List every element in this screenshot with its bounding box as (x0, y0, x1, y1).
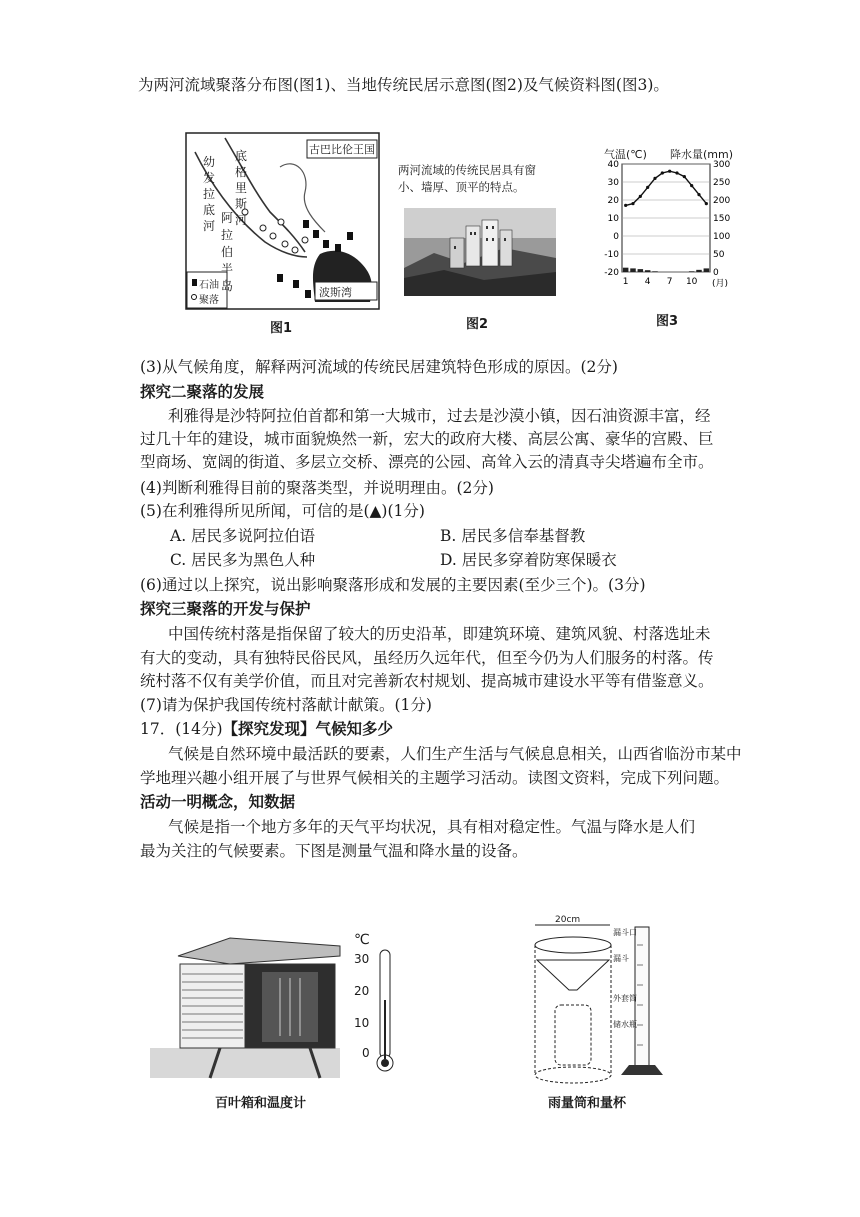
figure-2-caption: 图2 (466, 317, 489, 332)
figure-2-note-line1: 两河流域的传统民居具有窗 (398, 163, 536, 177)
precip-tick-label: 250 (713, 178, 731, 188)
temp-point (653, 177, 656, 180)
para2-line1: 利雅得是沙特阿拉伯首都和第一大城市，过去是沙漠小镇，因石油资源丰富，经 (168, 407, 711, 425)
thermo-tick-10: 10 (354, 1016, 370, 1030)
question-7: (7)请为保护我国传统村落献计献策。(1分) (140, 696, 432, 714)
thermo-tick-0: 0 (362, 1046, 370, 1060)
month-tick-label: 4 (644, 277, 651, 287)
precip-tick-label: 300 (713, 160, 731, 170)
gauge-label-funnel-mouth: 漏斗口 (613, 928, 637, 937)
precip-bar (696, 270, 702, 272)
thermo-tick-20: 20 (354, 984, 370, 998)
precip-bar (652, 271, 658, 272)
temp-tick-label: 0 (613, 232, 619, 242)
gauge-label-outer-cylinder: 外套筒 (613, 994, 637, 1003)
temp-point (624, 204, 627, 207)
precip-bar (630, 268, 636, 272)
shelter-caption: 百叶箱和温度计 (215, 1096, 307, 1111)
peninsula-label: 阿拉伯半岛 (221, 211, 234, 293)
legend-settlement: 聚落 (199, 295, 219, 306)
precip-bar (689, 271, 695, 272)
thermo-tick-30: 30 (354, 952, 370, 966)
question-3: (3)从气候角度，解释两河流域的传统民居建筑特色形成的原因。(2分) (140, 358, 618, 376)
option-b: B. 居民多信奉基督教 (440, 527, 586, 545)
question-6: (6)通过以上探究，说出影响聚落形成和发展的主要因素(至少三个)。(3分) (140, 576, 646, 594)
precip-bar (645, 270, 651, 272)
thermometer-unit: ℃ (354, 932, 370, 948)
temp-tick-label: -20 (604, 268, 619, 278)
temp-point (705, 202, 708, 205)
figure-1-caption: 图1 (270, 321, 293, 336)
climate-plot (592, 158, 742, 293)
temp-tick-label: 10 (607, 214, 619, 224)
section-2-title: 探究二聚落的发展 (140, 383, 265, 401)
gauge-label-water-bottle: 储水瓶 (613, 1020, 637, 1029)
month-tick-label: 1 (622, 277, 629, 287)
temp-point (631, 202, 634, 205)
rain-gauge-figure (525, 915, 675, 1090)
temp-point (697, 193, 700, 196)
month-unit-label: (月) (712, 279, 729, 289)
figure-3-caption: 图3 (656, 314, 679, 329)
temp-point (668, 170, 671, 173)
activity-1-title: 活动一明概念，知数据 (140, 793, 296, 811)
temp-axis-label: 气温(℃) (604, 148, 647, 161)
month-tick-label: 7 (666, 277, 673, 287)
question-17-heading (140, 718, 393, 740)
precip-bar (704, 268, 710, 272)
question-4: (4)判断利雅得目前的聚落类型，并说明理由。(2分) (140, 479, 494, 497)
para17-line2: 学地理兴趣小组开展了与世界气候相关的主题学习活动。读图文资料，完成下列问题。 (140, 769, 730, 787)
option-d: D. 居民多穿着防寒保暖衣 (440, 551, 617, 569)
temp-point (646, 186, 649, 189)
question-17-number: 17．(14分) (140, 720, 223, 738)
temp-point (639, 195, 642, 198)
precip-tick-label: 100 (713, 232, 731, 242)
precip-tick-label: 150 (713, 214, 731, 224)
precip-tick-label: 200 (713, 196, 731, 206)
figure-3-climate-chart (592, 146, 742, 296)
para3-line1: 中国传统村落是指保留了较大的历史沿革，即建筑环境、建筑风貌、村落选址未 (168, 625, 711, 643)
para2-line2: 过几十年的建设，城市面貌焕然一新，宏大的政府大楼、高层公寓、豪华的宫殿、巨 (140, 430, 714, 448)
river-tigris-label: 底格里斯河 (235, 149, 248, 227)
para17-line1: 气候是自然环境中最活跃的要素，人们生产生活与气候息息相关，山西省临汾市某中 (168, 745, 742, 763)
para3-line2: 有大的变动，具有独特民俗民风，虽经历久远年代，但至今仍为人们服务的村落。传 (140, 649, 714, 667)
temp-tick-label: 40 (607, 160, 619, 170)
gulf-label: 波斯湾 (319, 286, 352, 299)
paraA-line1: 气候是指一个地方多年的天气平均状况，具有相对稳定性。气温与降水是人们 (168, 818, 696, 836)
legend-oil: 石油 (199, 280, 219, 291)
temp-point (661, 171, 664, 174)
temp-tick-label: 20 (607, 196, 619, 206)
precip-tick-label: 0 (713, 268, 719, 278)
river-euphrates-label: 幼发拉底河 (203, 155, 216, 233)
para3-line3: 统村落不仅有美学价值，而且对完善新农村规划、提高城市建设水平等有借鉴意义。 (140, 672, 714, 690)
precip-bar (638, 269, 644, 272)
precip-bar (623, 268, 629, 272)
figure-2-note (398, 162, 573, 196)
figure-2-photo (404, 208, 556, 296)
temp-tick-label: 30 (607, 178, 619, 188)
figure-2-note-line2: 小、墙厚、顶平的特点。 (398, 180, 525, 194)
kingdom-label: 古巴比伦王国 (309, 143, 375, 156)
temp-point (683, 175, 686, 178)
gauge-label-funnel: 漏斗 (613, 954, 629, 963)
option-c: C. 居民多为黑色人种 (170, 551, 316, 569)
temp-point (690, 184, 693, 187)
gauge-width-label: 20cm (555, 915, 581, 925)
section-3-title: 探究三聚落的开发与保护 (140, 600, 311, 618)
option-a: A. 居民多说阿拉伯语 (170, 527, 316, 545)
temp-tick-label: -10 (604, 250, 619, 260)
para2-line3: 型商场、宽阔的街道、多层立交桥、漂亮的公园、高耸入云的清真寺尖塔遍布全市。 (140, 453, 714, 471)
instrument-shelter-figure (150, 928, 400, 1088)
rain-gauge-caption: 雨量筒和量杯 (548, 1096, 627, 1111)
figure-1-map (185, 132, 380, 312)
paraA-line2: 最为关注的气候要素。下图是测量气温和降水量的设备。 (140, 842, 528, 860)
question-5: (5)在利雅得所见所闻，可信的是(▲)(1分) (140, 502, 425, 520)
month-tick-label: 10 (685, 277, 698, 287)
precip-tick-label: 50 (713, 250, 725, 260)
precip-axis-label: 降水量(mm) (670, 148, 734, 161)
question-17-title: 【探究发现】气候知多少 (222, 720, 394, 738)
intro-line: 为两河流域聚落分布图(图1)、当地传统民居示意图(图2)及气候资料图(图3)。 (138, 76, 669, 94)
temp-point (675, 171, 678, 174)
